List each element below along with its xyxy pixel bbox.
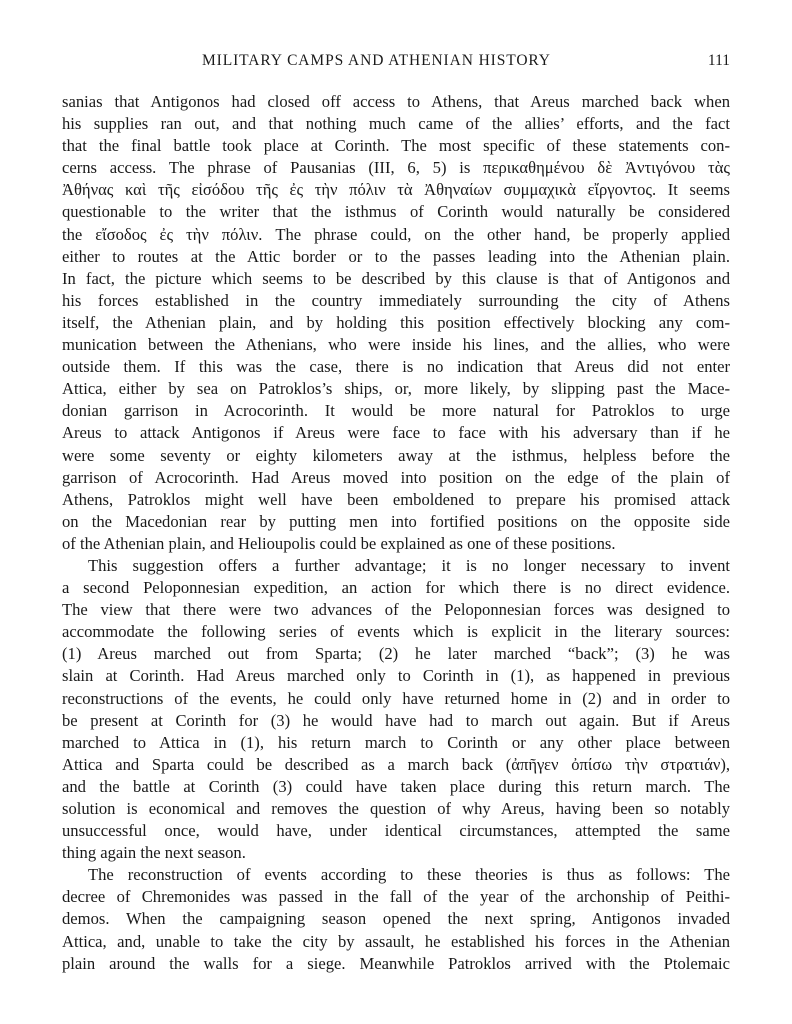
- text-line: be present at Corinth for (3) he would have had to march out again. But if Areus: [62, 710, 730, 730]
- text-line: the εἴσοδος ἐς τὴν πόλιν. The phrase could, on the other hand, be properly applied: [62, 224, 730, 244]
- text-line: marched to Attica in (1), his return march to Corinth or any other place between: [62, 732, 730, 752]
- text-line: accommodate the following series of events which is explicit in the literary sources:: [62, 622, 730, 642]
- text-line: either to routes at the Attic border or to the passes leading into the Athenian plain.: [62, 246, 730, 266]
- text-line: garrison of Acrocorinth. Had Areus moved into position on the edge of the plain of: [62, 467, 730, 487]
- text-line: a second Peloponnesian expedition, an action for which there is no direct evidence.: [62, 578, 730, 598]
- text-line: Athens, Patroklos might well have been emboldened to prepare his promised attack: [62, 489, 730, 509]
- text-line: were some seventy or eighty kilometers away at the isthmus, helpless before the: [62, 445, 730, 465]
- text-line: solution is economical and removes the question of why Areus, having been so notably: [62, 799, 730, 818]
- body-text: [62, 91, 730, 975]
- text-line: unsuccessful once, would have, under identical circumstances, attempted the same: [62, 821, 730, 841]
- text-line: slain at Corinth. Had Areus marched only to Corinth in (1), as happened in previous: [62, 666, 730, 686]
- text-line: In fact, the picture which seems to be described by this clause is that of Antigonos and: [62, 268, 730, 288]
- text-line: demos. When the campaigning season opened the next spring, Antigonos invaded: [62, 909, 730, 929]
- running-header: [62, 52, 730, 76]
- text-line: and the battle at Corinth (3) could have taken place during this return march. The: [62, 776, 730, 796]
- text-line: questionable to the writer that the isthmus of Corinth would naturally be considered: [62, 202, 730, 222]
- text-line: that the final battle took place at Corinth. The most specific of these statements con-: [62, 136, 730, 156]
- text-line: cerns access. The phrase of Pausanias (III, 6, 5) is περικαθημένου δὲ Ἀντιγόνου τὰς: [62, 158, 730, 178]
- text-line: Attica, either by sea on Patroklos’s ships, or, more likely, by slipping past the Mace-: [62, 379, 730, 399]
- text-line: itself, the Athenian plain, and by holding this position effectively blocking any com-: [62, 312, 730, 332]
- text-line: (1) Areus marched out from Sparta; (2) he later marched “back”; (3) he was: [62, 644, 730, 664]
- paragraph-first-line: The reconstruction of events according to these theories is thus as follows: The: [88, 865, 730, 885]
- text-line: donian garrison in Acrocorinth. It would be more natural for Patroklos to urge: [62, 401, 730, 421]
- text-line: decree of Chremonides was passed in the fall of the year of the archonship of Peithi-: [62, 887, 730, 907]
- text-line: plain around the walls for a siege. Meanwhile Patroklos arrived with the Ptolemaic: [62, 953, 730, 973]
- text-line: reconstructions of the events, he could only have returned home in (2) and in order to: [62, 688, 730, 708]
- text-line: Ἀθήνας καὶ τῆς εἰσόδου τῆς ἐς τὴν πόλιν τὰ Ἀθηναίων συμμαχικὰ εἴργοντος. It seems: [62, 180, 730, 200]
- text-line: munication between the Athenians, who were inside his lines, and the allies, who were: [62, 335, 730, 355]
- running-title: MILITARY CAMPS AND ATHENIAN HISTORY: [202, 52, 551, 69]
- text-line: outside them. If this was the case, there is no indication that Areus did not enter: [62, 357, 730, 377]
- text-line: on the Macedonian rear by putting men into fortified positions on the opposite side: [62, 511, 730, 531]
- text-line: Attica, and, unable to take the city by assault, he established his forces in the Athenian: [62, 931, 730, 951]
- text-line: of the Athenian plain, and Helioupolis could be explained as one of these positions.: [62, 533, 616, 553]
- text-line: his supplies ran out, and that nothing much came of the allies’ efforts, and the fact: [62, 114, 730, 134]
- text-line: sanias that Antigonos had closed off access to Athens, that Areus marched back when: [62, 92, 730, 111]
- text-line: The view that there were two advances of the Peloponnesian forces was designed to: [62, 600, 730, 620]
- text-line: thing again the next season.: [62, 843, 246, 863]
- paragraph-first-line: This suggestion offers a further advantage; it is no longer necessary to invent: [88, 555, 730, 575]
- text-line: his forces established in the country immediately surrounding the city of Athens: [62, 290, 730, 310]
- page-number: 111: [707, 52, 730, 69]
- text-line: Areus to attack Antigonos if Areus were face to face with his adversary than if he: [62, 423, 730, 443]
- text-line: Attica and Sparta could be described as a march back (ἀπῆγεν ὀπίσω τὴν στρατιάν),: [62, 754, 730, 774]
